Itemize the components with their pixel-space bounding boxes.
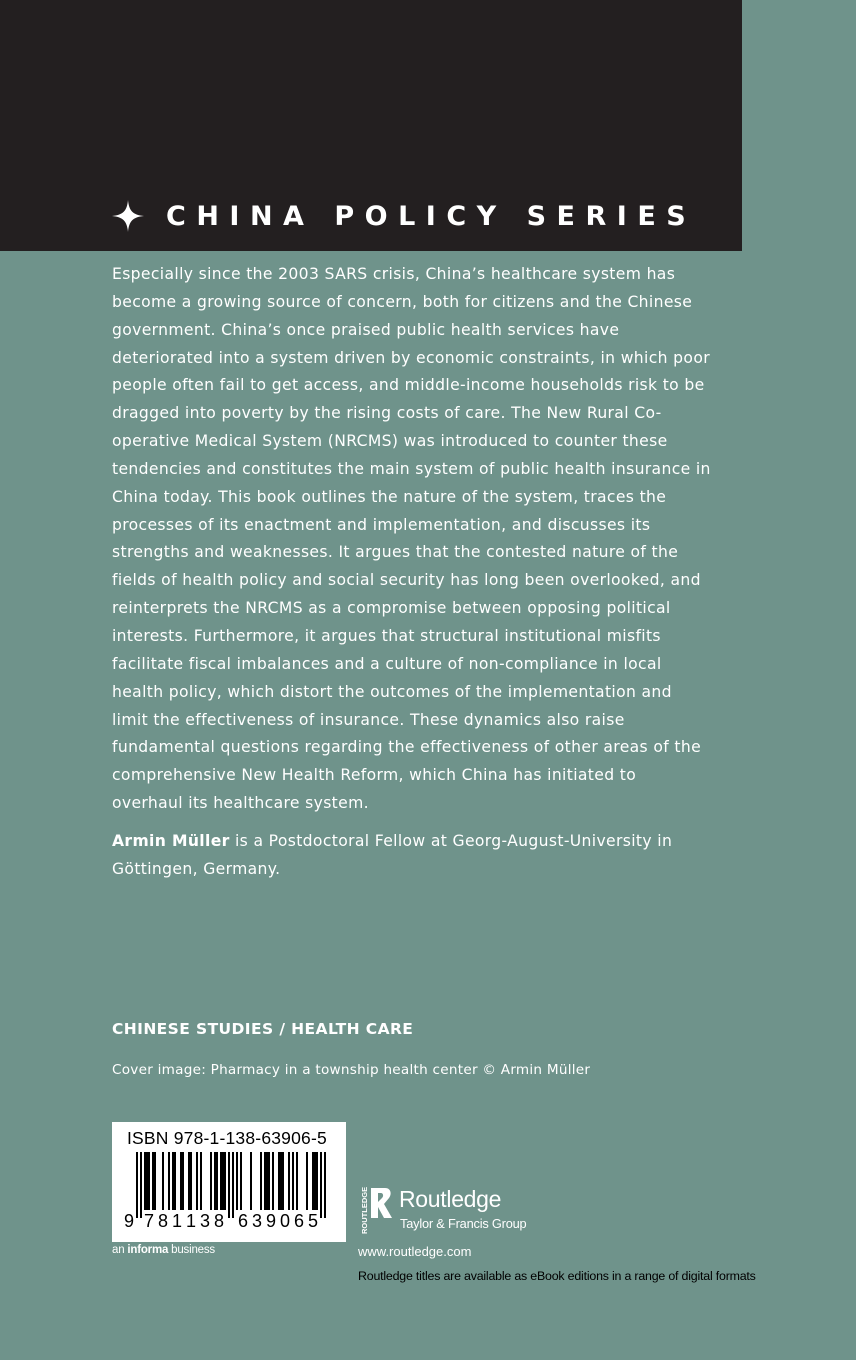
routledge-vertical-wordmark: ROUTLEDGE	[360, 1186, 369, 1234]
barcode-bar	[154, 1152, 156, 1210]
barcode-bar	[280, 1152, 282, 1210]
isbn-label: ISBN 978-1-138-63906-5	[127, 1128, 327, 1148]
barcode-digit: 1	[172, 1211, 183, 1231]
barcode-bar	[228, 1152, 230, 1218]
barcode-bar	[146, 1152, 148, 1210]
barcode-bar	[314, 1152, 316, 1210]
barcode-bar	[182, 1152, 184, 1210]
barcode-bar	[320, 1152, 322, 1218]
series-banner	[112, 196, 696, 236]
barcode-bar	[266, 1152, 268, 1210]
routledge-r-logo-icon	[358, 1186, 392, 1236]
barcode-bar	[188, 1152, 190, 1210]
barcode-digit: 1	[186, 1211, 197, 1231]
barcode-bar	[324, 1152, 326, 1218]
barcode-bar	[152, 1152, 154, 1210]
barcode-bar	[236, 1152, 238, 1210]
barcode-bar	[288, 1152, 290, 1210]
barcode-bar	[210, 1152, 212, 1210]
barcode-bar	[214, 1152, 216, 1210]
barcode-bar	[144, 1152, 146, 1210]
barcode-bar	[172, 1152, 174, 1210]
barcode-digit: 0	[280, 1211, 291, 1231]
barcode-digit: 6	[294, 1211, 305, 1231]
barcode-bar	[232, 1152, 234, 1218]
barcode-bar	[292, 1152, 294, 1210]
barcode-bar	[312, 1152, 314, 1210]
informa-prefix: an	[112, 1244, 128, 1256]
informa-business-tagline	[112, 1244, 215, 1256]
four-point-star-icon	[112, 200, 144, 232]
informa-brand: informa	[127, 1244, 169, 1256]
ebook-availability-note: Routledge titles are available as eBook editions in a range of digital formats	[358, 1269, 756, 1283]
barcode-bar	[296, 1152, 298, 1210]
barcode-bar	[216, 1152, 218, 1210]
isbn-barcode	[112, 1122, 346, 1242]
barcode-bar	[282, 1152, 284, 1210]
author-name: Armin Müller	[112, 832, 230, 850]
author-bio-text: is a Postdoctoral Fellow at Georg-August-University in Göttingen, Germany.	[112, 832, 673, 878]
barcode-bar	[224, 1152, 226, 1210]
barcode-bar	[220, 1152, 222, 1210]
barcode-bar	[196, 1152, 198, 1210]
barcode-digit: 8	[158, 1211, 169, 1231]
author-bio	[112, 828, 712, 884]
barcode-bar	[174, 1152, 176, 1210]
book-blurb: Especially since the 2003 SARS crisis, China’s healthcare system has become a growing source of concern, both for citizens and the Chinese government. China’s once praised public health services have deteriorated into a system driven by economic constraints, in which poor people often fail to get access, and middle-income households risk to be dragged into poverty by the rising costs of care. The New Rural Co-operative Medical System (NRCMS) was introduced to counter these tendencies and constitutes the main system of public health insurance in China today. This book outlines the nature of the system, traces the processes of its enactment and implementation, and discusses its strengths and weaknesses. It argues that the contested nature of the fields of health policy and social security has long been overlooked, and reinterprets the NRCMS as a compromise between opposing political interests. Furthermore, it argues that structural institutional misfits facilitate fiscal imbalances and a culture of non-compliance in local health policy, which distort the outcomes of the implementation and limit the effectiveness of insurance. These dynamics also raise fundamental questions regarding the effectiveness of other areas of the comprehensive New Health Reform, which China has initiated to overhaul its healthcare system.	[112, 265, 711, 813]
barcode-bar	[306, 1152, 308, 1210]
barcode-bar	[168, 1152, 170, 1210]
barcode-bar	[200, 1152, 202, 1210]
barcode-digit: 3	[252, 1211, 263, 1231]
barcode-bar	[180, 1152, 182, 1210]
barcode-bar	[140, 1152, 142, 1218]
barcode-digit: 9	[124, 1211, 135, 1231]
subject-category: CHINESE STUDIES / HEALTH CARE	[112, 1020, 414, 1038]
barcode-bar	[250, 1152, 252, 1210]
cover-image-credit: Cover image: Pharmacy in a township health center © Armin Müller	[112, 1062, 591, 1078]
publisher-website-link[interactable]: www.routledge.com	[358, 1244, 472, 1259]
barcode-digit: 7	[144, 1211, 155, 1231]
barcode-bar	[316, 1152, 318, 1210]
barcode-digit: 3	[200, 1211, 211, 1231]
informa-suffix: business	[168, 1244, 215, 1256]
barcode-bar	[272, 1152, 274, 1210]
barcode-bar	[148, 1152, 150, 1210]
barcode-digit: 8	[214, 1211, 225, 1231]
barcode-bar	[264, 1152, 266, 1210]
barcode-bar	[190, 1152, 192, 1210]
barcode-digit: 5	[308, 1211, 319, 1231]
barcode-digit: 6	[238, 1211, 249, 1231]
barcode-bar	[222, 1152, 224, 1210]
barcode-bar	[136, 1152, 138, 1218]
publisher-name: Routledge	[399, 1186, 502, 1212]
barcode-bar	[162, 1152, 164, 1210]
barcode-bar	[268, 1152, 270, 1210]
series-title: CHINA POLICY SERIES	[166, 200, 697, 232]
barcode-bar	[278, 1152, 280, 1210]
barcode-bar	[260, 1152, 262, 1210]
barcode-digit: 9	[266, 1211, 277, 1231]
publisher-group: Taylor & Francis Group	[400, 1216, 527, 1231]
barcode-bar	[240, 1152, 242, 1210]
